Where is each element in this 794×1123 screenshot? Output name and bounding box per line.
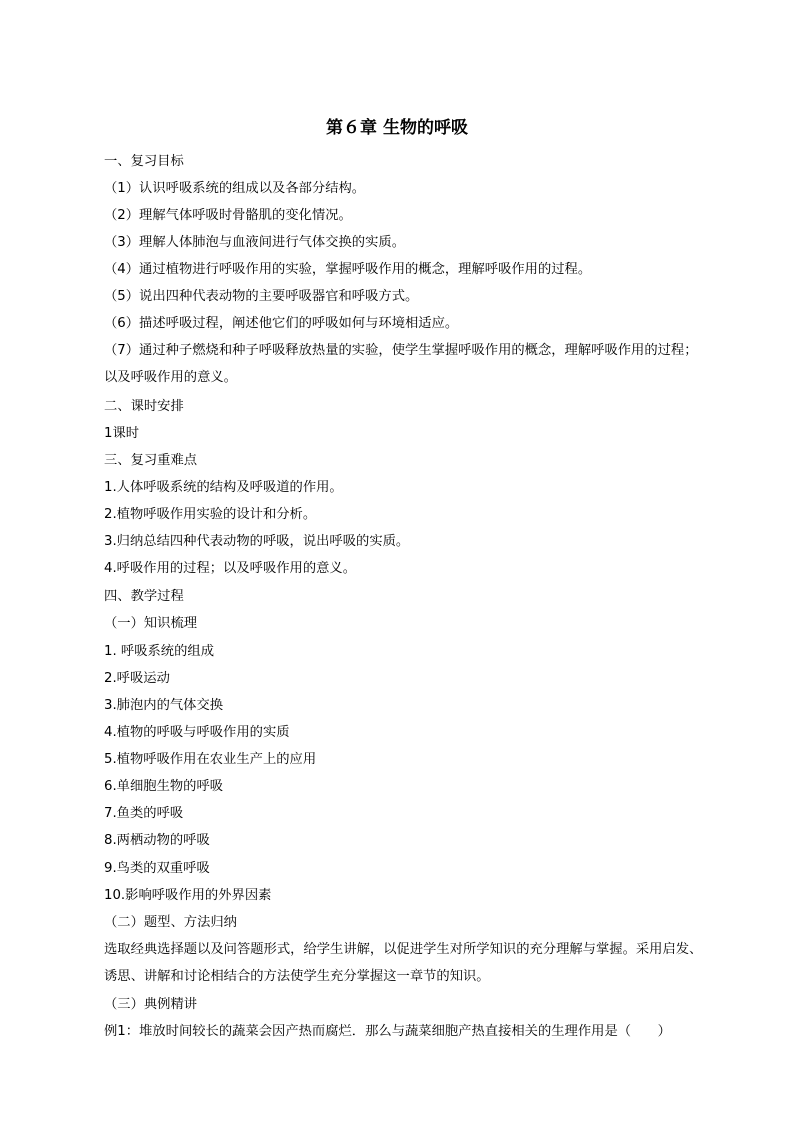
goal-item-3: （3）理解人体肺泡与血液间进行气体交换的实质。: [104, 235, 405, 250]
example-question-1: 例1：堆放时间较长的蔬菜会因产热而腐烂．那么与蔬菜细胞产热直接相关的生理作用是（ ）: [104, 1024, 671, 1039]
knowledge-item-10: 10.影响呼吸作用的外界因素: [104, 888, 272, 903]
goal-item-5: （5）说出四种代表动物的主要呼吸器官和呼吸方式。: [104, 289, 419, 304]
goal-item-7-continued: 以及呼吸作用的意义。: [104, 370, 237, 385]
page-title: 第６章 生物的呼吸: [326, 118, 468, 138]
knowledge-item-7: 7.鱼类的呼吸: [104, 806, 184, 821]
knowledge-item-2: 2.呼吸运动: [104, 671, 170, 686]
schedule-content: 1课时: [104, 426, 140, 441]
knowledge-item-1: 1. 呼吸系统的组成: [104, 644, 214, 659]
section-heading-teaching-process: 四、教学过程: [104, 589, 184, 604]
section-heading-schedule: 二、课时安排: [104, 399, 184, 414]
knowledge-item-6: 6.单细胞生物的呼吸: [104, 779, 224, 794]
key-point-2: 2.植物呼吸作用实验的设计和分析。: [104, 507, 317, 522]
section-heading-review-goals: 一、复习目标: [104, 154, 184, 169]
goal-item-7: （7）通过种子燃烧和种子呼吸释放热量的实验，使学生掌握呼吸作用的概念，理解呼吸作用的过程；: [104, 343, 698, 358]
goal-item-6: （6）描述呼吸过程，阐述他它们的呼吸如何与环境相适应。: [104, 316, 459, 331]
knowledge-item-5: 5.植物呼吸作用在农业生产上的应用: [104, 752, 317, 767]
key-point-1: 1.人体呼吸系统的结构及呼吸道的作用。: [104, 480, 343, 495]
knowledge-item-4: 4.植物的呼吸与呼吸作用的实质: [104, 725, 290, 740]
goal-item-2: （2）理解气体呼吸时骨骼肌的变化情况。: [104, 208, 352, 223]
knowledge-item-8: 8.两栖动物的呼吸: [104, 833, 210, 848]
goal-item-1: （1）认识呼吸系统的组成以及各部分结构。: [104, 181, 366, 196]
key-point-4: 4.呼吸作用的过程；以及呼吸作用的意义。: [104, 561, 357, 576]
knowledge-item-3: 3.肺泡内的气体交换: [104, 698, 224, 713]
method-paragraph-line-2: 诱思、讲解和讨论相结合的方法使学生充分掌握这一章节的知识。: [104, 969, 490, 984]
subheading-question-types: （二）题型、方法归纳: [104, 915, 237, 930]
goal-item-4: （4）通过植物进行呼吸作用的实验，掌握呼吸作用的概念，理解呼吸作用的过程。: [104, 262, 592, 277]
section-heading-key-points: 三、复习重难点: [104, 453, 198, 468]
subheading-examples: （三）典例精讲: [104, 997, 198, 1012]
key-point-3: 3.归纳总结四种代表动物的呼吸，说出呼吸的实质。: [104, 534, 410, 549]
method-paragraph-line-1: 选取经典选择题以及问答题形式，给学生讲解，以促进学生对所学知识的充分理解与掌握。采用启发、: [104, 942, 703, 957]
subheading-knowledge-review: （一）知识梳理: [104, 616, 198, 631]
knowledge-item-9: 9.鸟类的双重呼吸: [104, 861, 210, 876]
